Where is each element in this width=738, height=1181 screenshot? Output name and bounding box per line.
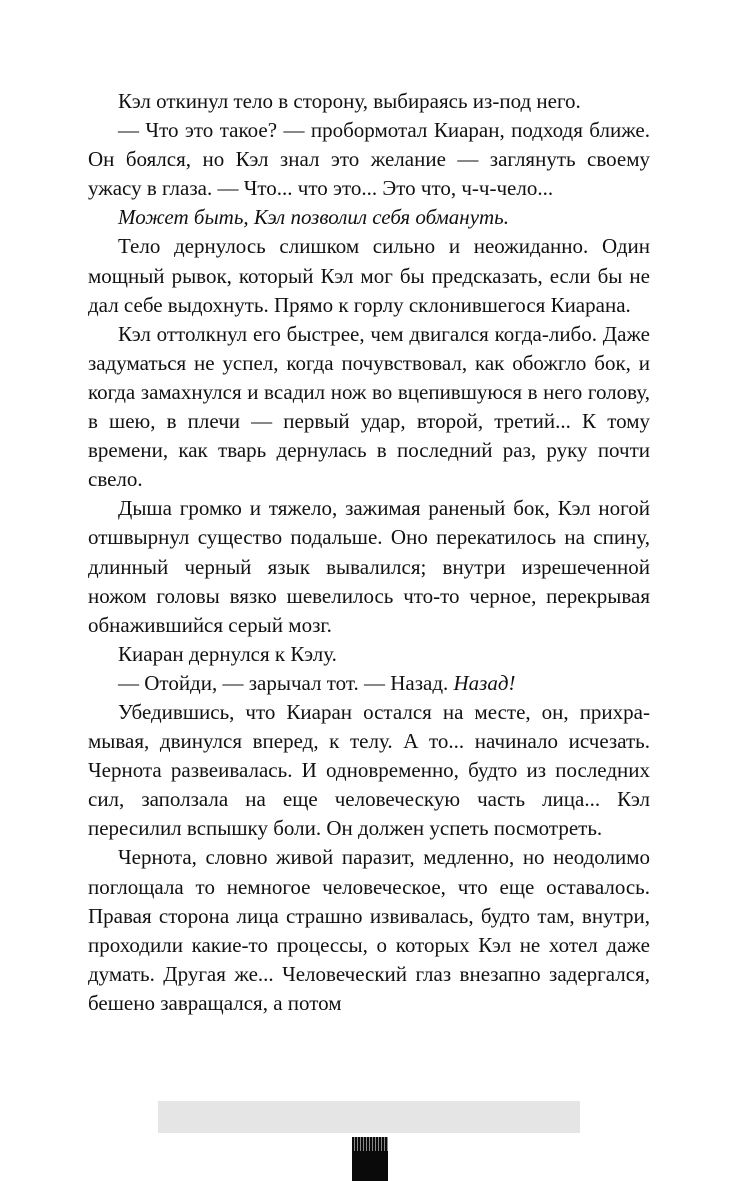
paragraph: Чернота, словно живой паразит, медленно, но неодолимо поглощала то немногое человеческое, что еще оставалось. Правая сторона лица страшно извивалась, будто там, внутри, проходили какие-то процессы, о которых Кэл не хотел даже думать. Другая же... Человеческий глаз внезапно задергался, бешено завращался, а потом: [88, 845, 650, 1015]
paragraph: Киаран дернулся к Кэлу.: [118, 641, 337, 666]
page-body-text: [88, 87, 650, 1018]
paragraph: — Что это такое? — пробормотал Киаран, подходя ближе. Он боялся, но Кэл знал это желание — заглянуть своему ужасу в глаза. — Что... что это... Это что, ч-ч-чело...: [88, 118, 650, 201]
dialogue-italic-emphasis: Назад!: [453, 670, 516, 695]
paragraph: Убедившись, что Киаран остался на месте, он, прихрамывая, двинулся вперед, к телу. А то... начинало исчезать. Чернота развеивалась. И одновременно, будто из последних сил, заползала на еще человеческую часть лица... Кэл пересилил вспышку боли. Он должен успеть посмотреть.: [88, 699, 650, 841]
paragraph: Тело дернулось слишком сильно и неожиданно. Один мощный рывок, который Кэл мог бы предсказать, если бы не дал себе выдохнуть. Прямо к горлу склонившегося Киарана.: [88, 234, 650, 317]
paragraph: Кэл откинул тело в сторону, выбираясь из-под него.: [118, 89, 581, 113]
paragraph-italic: Может быть, Кэл позволил себя обмануть.: [118, 205, 509, 230]
footer-gray-band: [158, 1101, 580, 1133]
page-edge-marker: [352, 1137, 388, 1181]
paragraph-dialogue: [88, 669, 650, 698]
paragraph: Дыша громко и тяжело, зажимая раненый бок, Кэл ногой отшвырнул существо подальше. Оно перекатилось на спину, длинный черный язык вывалился; внутри изрешеченной ножом головы вязко шевелилось что-то черное, перекрывая обнажившийся серый мозг.: [88, 496, 650, 637]
dialogue-text: — Отойди, — зарычал тот. — Назад.: [118, 670, 454, 695]
paragraph: Кэл оттолкнул его быстрее, чем двигался когда-либо. Даже задуматься не успел, когда почувствовал, как обожгло бок, и когда замахнулся и всадил нож во вцепившуюся в него голову, в шею, в плечи — первый удар, второй, третий... К тому времени, как тварь дернулась в последний раз, руку почти свело.: [88, 321, 650, 492]
